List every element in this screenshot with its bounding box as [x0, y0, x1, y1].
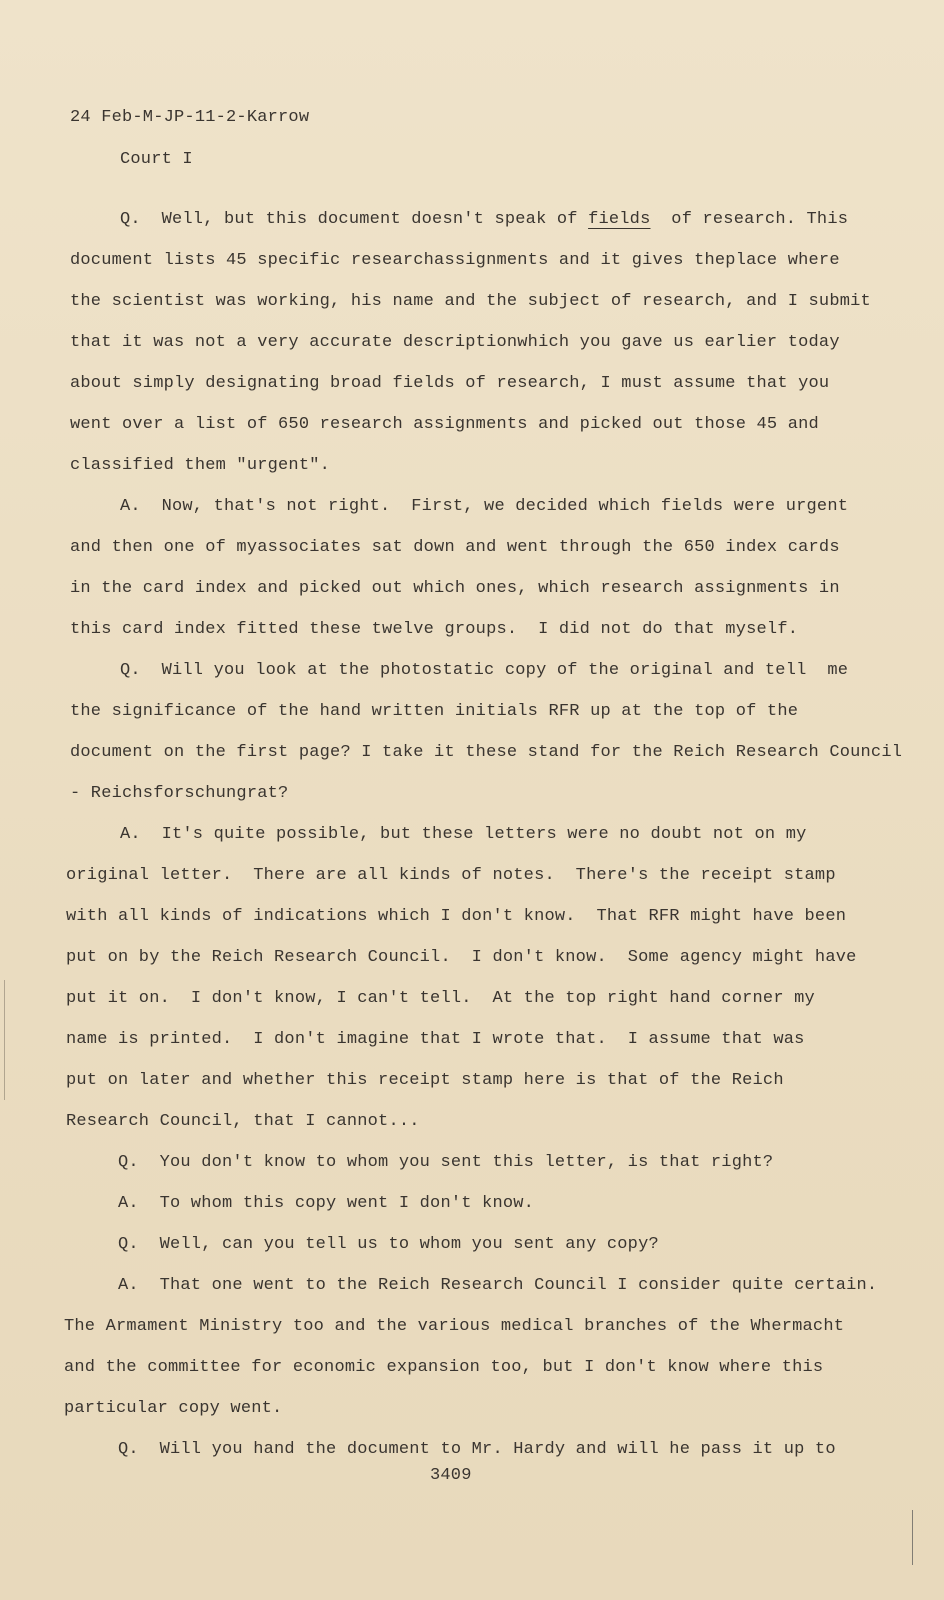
text-line: with all kinds of indications which I don't know. That RFR might have been	[66, 907, 847, 926]
text-line: document lists 45 specific researchassignments and it gives theplace where	[70, 251, 840, 270]
text-line: classified them "urgent".	[70, 456, 331, 475]
text-line: Q. Will you hand the document to Mr. Hardy and will he pass it up to	[118, 1440, 836, 1459]
text-line: document on the first page? I take it these stand for the Reich Research Council	[70, 743, 903, 762]
text-line: Q. You don't know to whom you sent this letter, is that right?	[118, 1153, 774, 1172]
text-line: this card index fitted these twelve groups. I did not do that myself.	[70, 620, 799, 639]
text-line: went over a list of 650 research assignments and picked out those 45 and	[70, 415, 819, 434]
text-line: the scientist was working, his name and the subject of research, and I submit	[70, 292, 871, 311]
text-line: and then one of myassociates sat down and went through the 650 index cards	[70, 538, 840, 557]
text-line: Research Council, that I cannot...	[66, 1112, 420, 1131]
text-line: A. It's quite possible, but these letters were no doubt not on my	[120, 825, 807, 844]
court-label: Court I	[120, 150, 193, 169]
text-line: put on by the Reich Research Council. I don't know. Some agency might have	[66, 948, 857, 967]
text-line: original letter. There are all kinds of notes. There's the receipt stamp	[66, 866, 836, 885]
text-line: The Armament Ministry too and the various medical branches of the Whermacht	[64, 1317, 845, 1336]
document-id-line: 24 Feb-M-JP-11-2-Karrow	[70, 108, 310, 127]
text-line: A. To whom this copy went I don't know.	[118, 1194, 535, 1213]
text-line: in the card index and picked out which ones, which research assignments in	[70, 579, 840, 598]
text-line: A. Now, that's not right. First, we decided which fields were urgent	[120, 497, 849, 516]
margin-mark	[4, 980, 5, 1100]
text-line: Q. Well, can you tell us to whom you sent any copy?	[118, 1235, 659, 1254]
edge-rule	[912, 1510, 913, 1565]
page-number: 3409	[430, 1466, 472, 1485]
text-line: put it on. I don't know, I can't tell. At the top right hand corner my	[66, 989, 815, 1008]
text-line: A. That one went to the Reich Research Council I consider quite certain.	[118, 1276, 878, 1295]
text-line: and the committee for economic expansion too, but I don't know where this	[64, 1358, 824, 1377]
text-line: the significance of the hand written initials RFR up at the top of the	[70, 702, 799, 721]
text-line: that it was not a very accurate descriptionwhich you gave us earlier today	[70, 333, 840, 352]
text-line: - Reichsforschungrat?	[70, 784, 289, 803]
text-line: Q. Will you look at the photostatic copy of the original and tell me	[120, 661, 849, 680]
text-line: name is printed. I don't imagine that I wrote that. I assume that was	[66, 1030, 805, 1049]
text-line: particular copy went.	[64, 1399, 283, 1418]
text-line: put on later and whether this receipt stamp here is that of the Reich	[66, 1071, 784, 1090]
text-line: about simply designating broad fields of research, I must assume that you	[70, 374, 830, 393]
text-line: Q. Well, but this document doesn't speak of fields of research. This	[120, 210, 849, 229]
